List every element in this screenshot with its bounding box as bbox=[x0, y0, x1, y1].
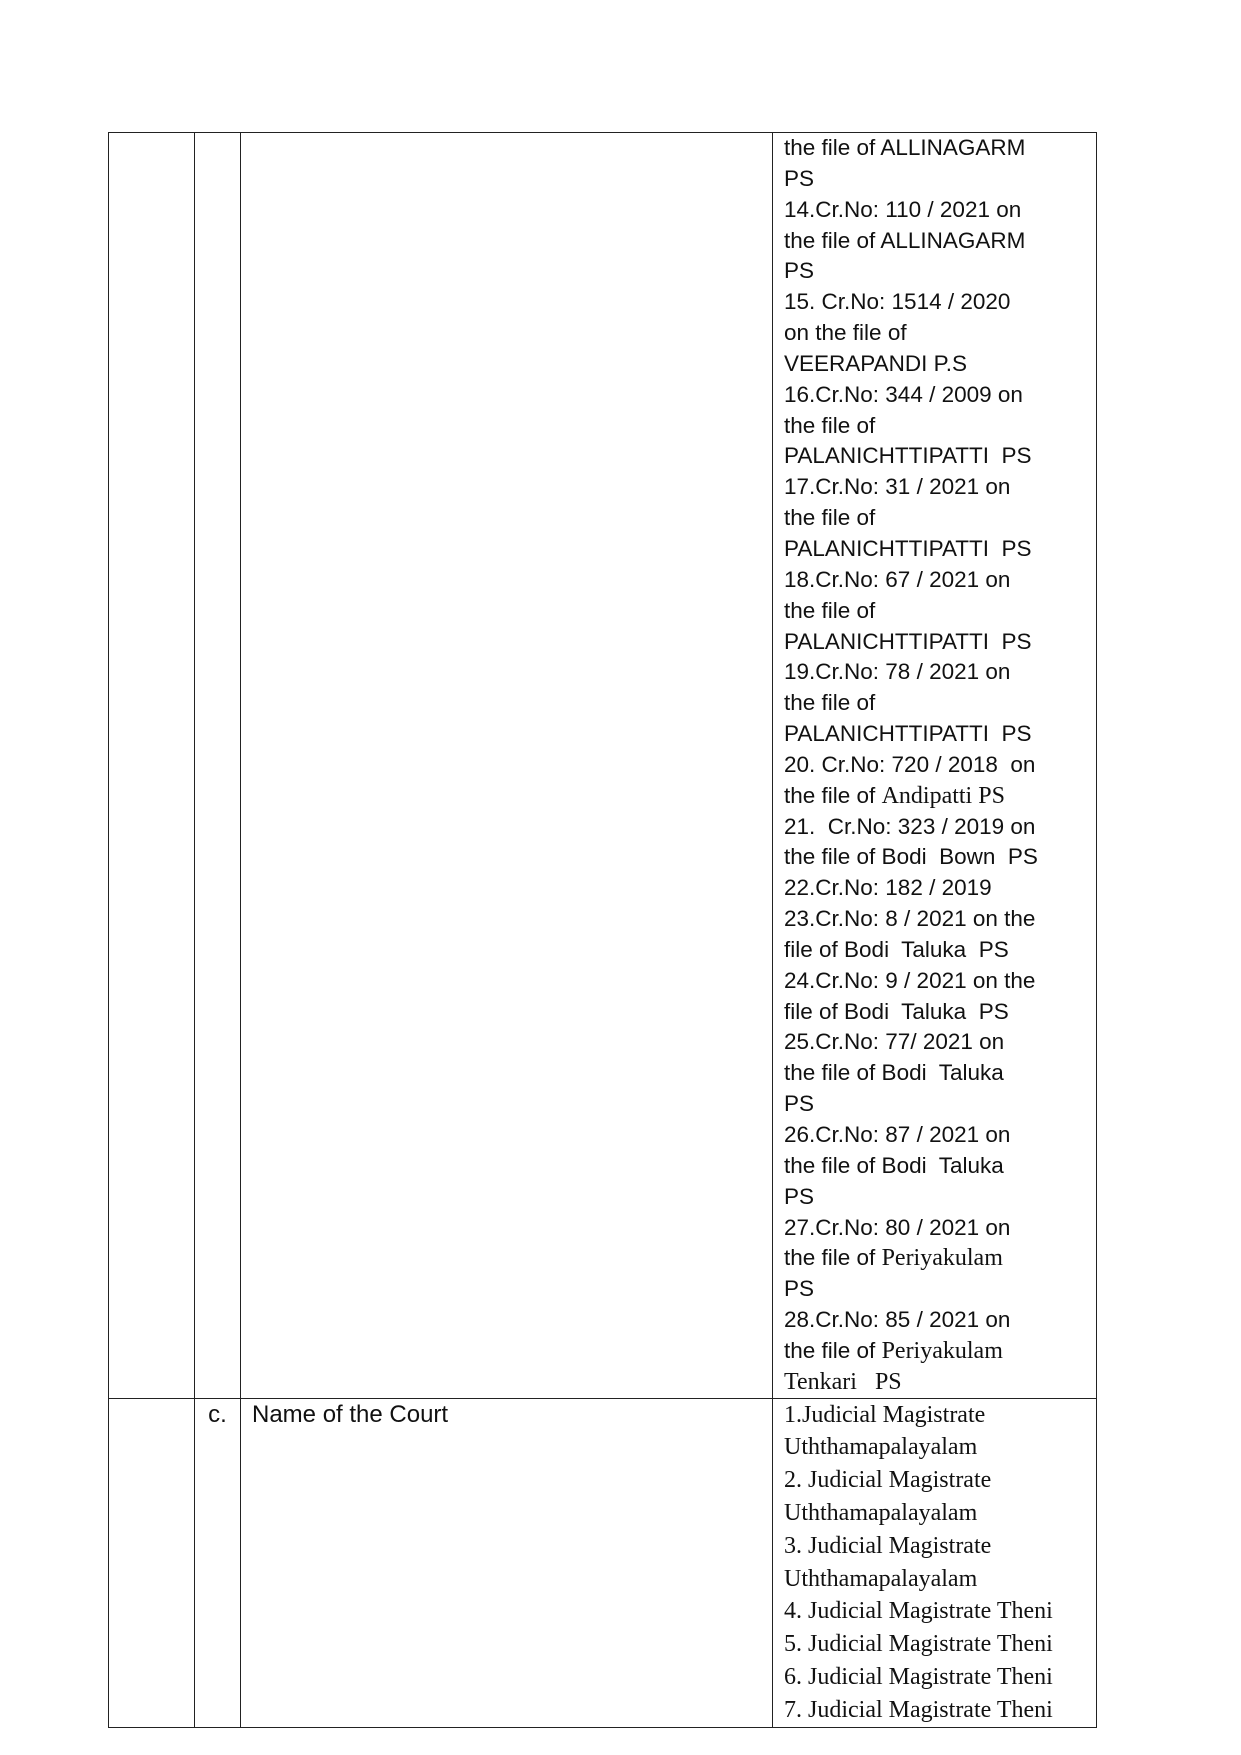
court-line: Uththamapalayalam bbox=[784, 1434, 978, 1461]
sub-serial-cell bbox=[195, 133, 241, 1399]
case-line: the file of Bodi Bown PS bbox=[784, 844, 1038, 870]
court-list bbox=[773, 1399, 1096, 1727]
court-line: 3. Judicial Magistrate bbox=[784, 1532, 992, 1559]
case-line-place: Andipatti PS bbox=[881, 782, 1005, 809]
case-line: 20. Cr.No: 720 / 2018 on bbox=[784, 751, 1036, 777]
case-line-periyakulam bbox=[784, 1336, 1096, 1367]
case-line: 22.Cr.No: 182 / 2019 bbox=[784, 875, 992, 901]
case-details-table bbox=[108, 132, 1097, 1728]
case-line: 16.Cr.No: 344 / 2009 on bbox=[784, 381, 1023, 407]
case-line-prefix: the file of bbox=[784, 782, 882, 808]
case-line: on the file of bbox=[784, 320, 907, 346]
sub-serial-cell bbox=[195, 1398, 241, 1727]
case-line: PALANICHTTIPATTI PS bbox=[784, 628, 1032, 654]
case-line-place: Periyakulam bbox=[881, 1245, 1003, 1272]
court-line: 4. Judicial Magistrate Theni bbox=[784, 1598, 1053, 1625]
case-line: 28.Cr.No: 85 / 2021 on bbox=[784, 1307, 1011, 1333]
case-line: PS bbox=[784, 1091, 815, 1117]
case-line: the file of ALLINAGARM bbox=[784, 135, 1026, 160]
field-label: Name of the Court bbox=[252, 1400, 449, 1428]
court-list-cell bbox=[773, 1398, 1097, 1727]
case-line: 23.Cr.No: 8 / 2021 on the bbox=[784, 906, 1036, 932]
case-line: 24.Cr.No: 9 / 2021 on the bbox=[784, 967, 1036, 993]
case-line: 17.Cr.No: 31 / 2021 on bbox=[784, 474, 1011, 500]
field-label-cell bbox=[241, 133, 773, 1399]
serial-cell bbox=[109, 1398, 195, 1727]
case-line: file of Bodi Taluka PS bbox=[784, 936, 1009, 962]
case-line-place: Periyakulam bbox=[881, 1337, 1003, 1364]
court-line: 5. Judicial Magistrate Theni bbox=[784, 1631, 1053, 1658]
case-line: PS bbox=[784, 258, 815, 284]
court-line: 2. Judicial Magistrate bbox=[784, 1467, 992, 1494]
court-line: 1.Judicial Magistrate bbox=[784, 1401, 986, 1428]
table-row-court bbox=[109, 1398, 1097, 1727]
court-line: Uththamapalayalam bbox=[784, 1499, 978, 1526]
case-line: the file of bbox=[784, 505, 876, 531]
sub-serial-label: c. bbox=[208, 1400, 227, 1428]
case-line: 19.Cr.No: 78 / 2021 on bbox=[784, 659, 1011, 685]
case-line: PALANICHTTIPATTI PS bbox=[784, 443, 1032, 469]
case-line: PS bbox=[784, 1183, 815, 1209]
serial-cell bbox=[109, 133, 195, 1399]
case-line: VEERAPANDI P.S bbox=[784, 350, 967, 376]
case-line: 18.Cr.No: 67 / 2021 on bbox=[784, 566, 1011, 592]
case-line: 14.Cr.No: 110 / 2021 on bbox=[784, 196, 1022, 222]
case-list bbox=[773, 133, 1096, 1398]
case-line: PS bbox=[784, 165, 815, 191]
court-line: 7. Judicial Magistrate Theni bbox=[784, 1696, 1053, 1723]
case-line: the file of bbox=[784, 690, 876, 716]
table-row-cases bbox=[109, 133, 1097, 1399]
case-line-prefix: the file of bbox=[784, 1245, 882, 1271]
case-line: 15. Cr.No: 1514 / 2020 bbox=[784, 289, 1011, 315]
case-line: PS bbox=[784, 1276, 815, 1302]
case-line-andipatti bbox=[784, 781, 1096, 812]
case-line: the file of Bodi Taluka bbox=[784, 1060, 1004, 1086]
court-line: Uththamapalayalam bbox=[784, 1565, 978, 1592]
court-line: 6. Judicial Magistrate Theni bbox=[784, 1663, 1053, 1690]
case-list-cell bbox=[773, 133, 1097, 1399]
case-line: the file of Bodi Taluka bbox=[784, 1152, 1004, 1178]
case-line: PALANICHTTIPATTI PS bbox=[784, 535, 1032, 561]
case-line: PALANICHTTIPATTI PS bbox=[784, 721, 1032, 747]
case-line: the file of bbox=[784, 597, 876, 623]
field-label-cell bbox=[241, 1398, 773, 1727]
case-line: 21. Cr.No: 323 / 2019 on bbox=[784, 813, 1036, 839]
case-line: 27.Cr.No: 80 / 2021 on bbox=[784, 1214, 1011, 1240]
case-line: file of Bodi Taluka PS bbox=[784, 998, 1009, 1024]
case-line: 26.Cr.No: 87 / 2021 on bbox=[784, 1122, 1011, 1147]
case-line-tenkari: Tenkari PS bbox=[784, 1368, 902, 1395]
case-line: the file of ALLINAGARM bbox=[784, 227, 1026, 253]
case-line-periyakulam bbox=[784, 1243, 1096, 1274]
case-line: the file of bbox=[784, 412, 876, 438]
case-line-prefix: the file of bbox=[784, 1337, 882, 1363]
case-line: 25.Cr.No: 77/ 2021 on bbox=[784, 1029, 1005, 1055]
